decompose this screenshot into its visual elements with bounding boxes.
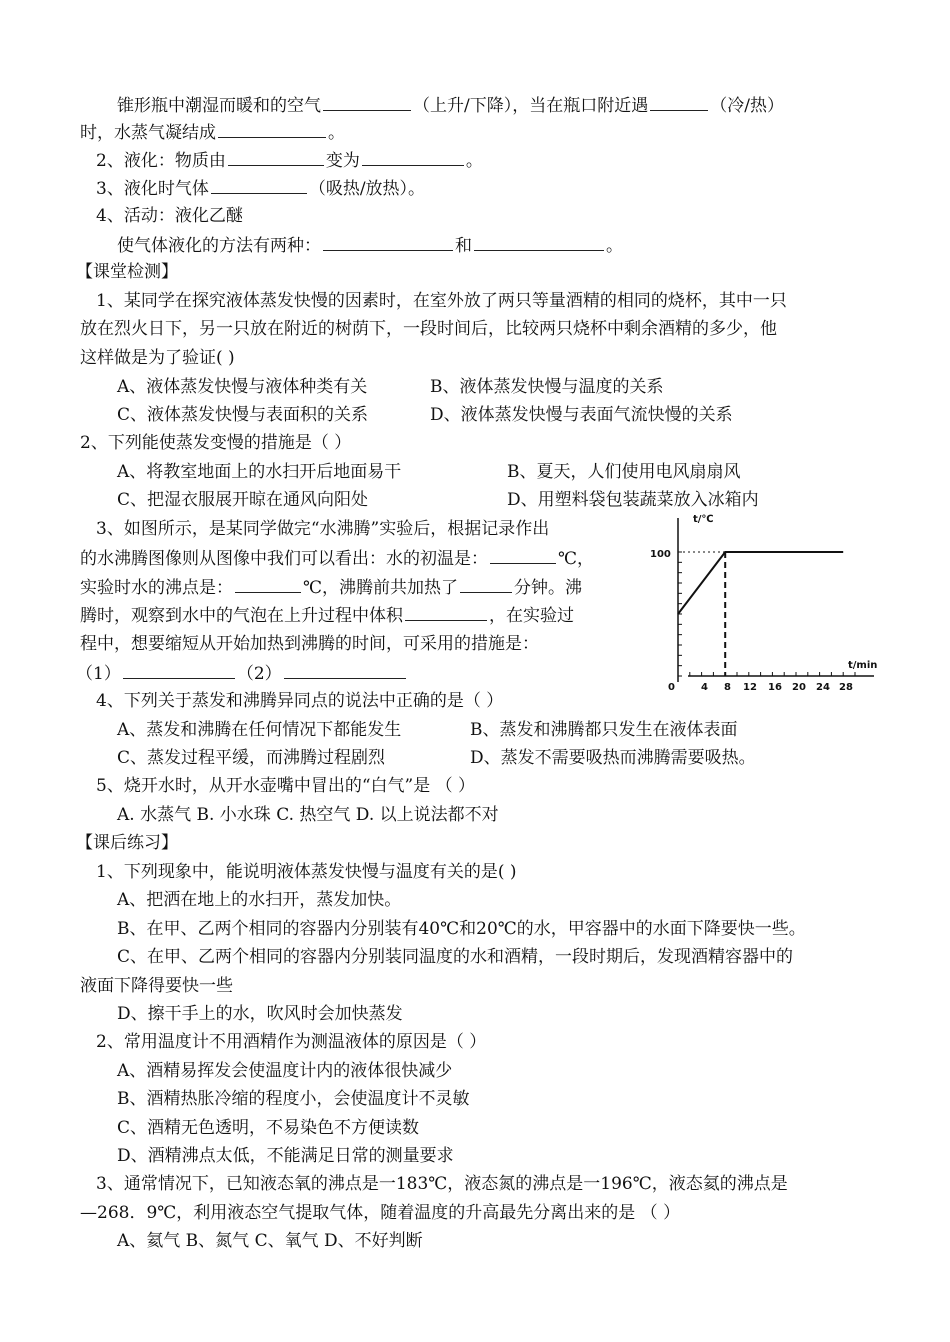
series-layer	[678, 552, 843, 676]
option-c[interactable]: C、酒精无色透明，不易染色不方便读数	[117, 1118, 420, 1138]
question-5: 5、烧开水时，从开水壶嘴中冒出的“白气”是 （ ）	[96, 776, 476, 796]
x-tick-label: 12	[743, 682, 757, 692]
answer-blank[interactable]	[362, 147, 464, 166]
y-axis-label: t/℃	[693, 514, 714, 525]
option-b[interactable]: B、液体蒸发快慢与温度的关系	[430, 377, 664, 397]
text-line: 3、液化时气体 （吸热/放热）。	[96, 175, 425, 202]
text-line: 锥形瓶中潮湿而暖和的空气 （上升/下降），当在瓶口附近遇 （冷/热）	[117, 92, 784, 119]
answer-blank[interactable]	[235, 574, 301, 593]
answer-blank[interactable]	[218, 119, 326, 138]
text-line: 4、活动：液化乙醚	[96, 206, 243, 226]
boiling-chart	[648, 510, 882, 692]
option-d[interactable]: D、蒸发不需要吸热而沸腾需要吸热。	[470, 748, 756, 768]
option-c[interactable]: C、在甲、乙两个相同的容器内分别装同温度的水和酒精，一段时期后，发现酒精容器中的	[117, 947, 794, 967]
x-tick-label: 0	[668, 682, 675, 692]
text-line: 时，水蒸气凝结成 。	[80, 119, 345, 146]
option-d[interactable]: D、酒精沸点太低，不能满足日常的测量要求	[117, 1146, 454, 1166]
option-a[interactable]: A、将教室地面上的水扫开后地面易干	[117, 462, 402, 482]
text-line: 腾时，观察到水中的气泡在上升过程中体积 ，在实验过	[80, 602, 574, 629]
option-c[interactable]: C、液体蒸发快慢与表面积的关系	[117, 405, 369, 425]
practice-3: 3、通常情况下，已知液态氧的沸点是一183℃，液态氮的沸点是一196℃，液态氦的沸点是	[96, 1174, 788, 1194]
question-2: 2、下列能使蒸发变慢的措施是（ ）	[80, 433, 352, 453]
option-a[interactable]: A、液体蒸发快慢与液体种类有关	[117, 377, 368, 397]
text-line: 放在烈火日下，另一只放在附近的树荫下，一段时间后，比较两只烧杯中剩余酒精的多少，他	[80, 319, 777, 339]
answer-blank[interactable]	[650, 92, 708, 111]
option-d[interactable]: D、用塑料袋包装蔬菜放入冰箱内	[507, 490, 759, 510]
answer-blank[interactable]	[323, 92, 411, 111]
answer-blank[interactable]	[405, 602, 487, 621]
option-a[interactable]: A、酒精易挥发会使温度计内的液体很快减少	[117, 1061, 453, 1081]
answer-blank[interactable]	[490, 545, 556, 564]
answer-blank[interactable]	[460, 574, 512, 593]
option-b[interactable]: B、蒸发和沸腾都只发生在液体表面	[470, 720, 738, 740]
option-c[interactable]: C、把湿衣服展开晾在通风向阳处	[117, 490, 369, 510]
y-tick-label: 100	[650, 549, 671, 560]
option-a[interactable]: A、蒸发和沸腾在任何情况下都能发生	[117, 720, 402, 740]
practice-2: 2、常用温度计不用酒精作为测温液体的原因是（ ）	[96, 1032, 487, 1052]
text-line: 这样做是为了验证( )	[80, 348, 235, 368]
x-tick-label: 4	[701, 682, 708, 692]
options-row[interactable]: A. 水蒸气 B. 小水珠 C. 热空气 D. 以上说法都不对	[117, 805, 499, 825]
answer-blank[interactable]	[474, 232, 604, 251]
text-line: 液面下降得要快一些	[80, 976, 233, 996]
option-b[interactable]: B、酒精热胀冷缩的程度小，会使温度计不灵敏	[117, 1089, 470, 1109]
text-line: 的水沸腾图像则从图像中我们可以看出：水的初温是： ℃，	[80, 545, 594, 572]
option-b[interactable]: B、在甲、乙两个相同的容器内分别装有40℃和20℃的水，甲容器中的水面下降要快一些。	[117, 919, 806, 939]
answer-blank[interactable]	[228, 147, 324, 166]
option-c[interactable]: C、蒸发过程平缓，而沸腾过程剧烈	[117, 748, 386, 768]
text-line: （1） （2）	[76, 660, 408, 687]
text-line: 使气体液化的方法有两种： 和 。	[117, 232, 623, 259]
text-line: 实验时水的沸点是： ℃，沸腾前共加热了 分钟。沸	[80, 574, 582, 601]
text-line: —268．9℃，利用液态空气提取气体，随着温度的升高最先分离出来的是 （ ）	[80, 1203, 681, 1223]
question-3: 3、如图所示，是某同学做完“水沸腾”实验后，根据记录作出	[96, 519, 550, 539]
text-line: 程中，想要缩短从开始加热到沸腾的时间，可采用的措施是：	[80, 634, 539, 654]
answer-blank[interactable]	[211, 175, 307, 194]
option-d[interactable]: D、擦干手上的水，吹风时会加快蒸发	[117, 1004, 403, 1024]
x-tick-label: 24	[816, 682, 830, 692]
section-heading: 【课后练习】	[76, 833, 178, 853]
option-a[interactable]: A、把洒在地上的水扫开，蒸发加快。	[117, 890, 402, 910]
options-row[interactable]: A、氦气 B、氮气 C、氧气 D、不好判断	[117, 1231, 423, 1251]
answer-blank[interactable]	[284, 660, 406, 679]
answer-blank[interactable]	[123, 660, 235, 679]
question-4: 4、下列关于蒸发和沸腾异同点的说法中正确的是（ ）	[96, 691, 504, 711]
text-line: 2、液化：物质由 变为 。	[96, 147, 483, 174]
question-1: 1、某同学在探究液体蒸发快慢的因素时，在室外放了两只等量酒精的相同的烧杯，其中一只	[96, 291, 787, 311]
option-b[interactable]: B、夏天，人们使用电风扇扇风	[507, 462, 741, 482]
x-tick-label: 8	[724, 682, 731, 692]
x-tick-label: 16	[768, 682, 782, 692]
x-tick-label: 20	[792, 682, 806, 692]
x-tick-label: 28	[839, 682, 853, 692]
series-line	[678, 552, 843, 614]
section-heading: 【课堂检测】	[76, 262, 178, 282]
x-axis-label: t/min	[848, 660, 878, 671]
answer-blank[interactable]	[323, 232, 453, 251]
practice-1: 1、下列现象中，能说明液体蒸发快慢与温度有关的是( )	[96, 862, 517, 882]
option-d[interactable]: D、液体蒸发快慢与表面气流快慢的关系	[430, 405, 733, 425]
